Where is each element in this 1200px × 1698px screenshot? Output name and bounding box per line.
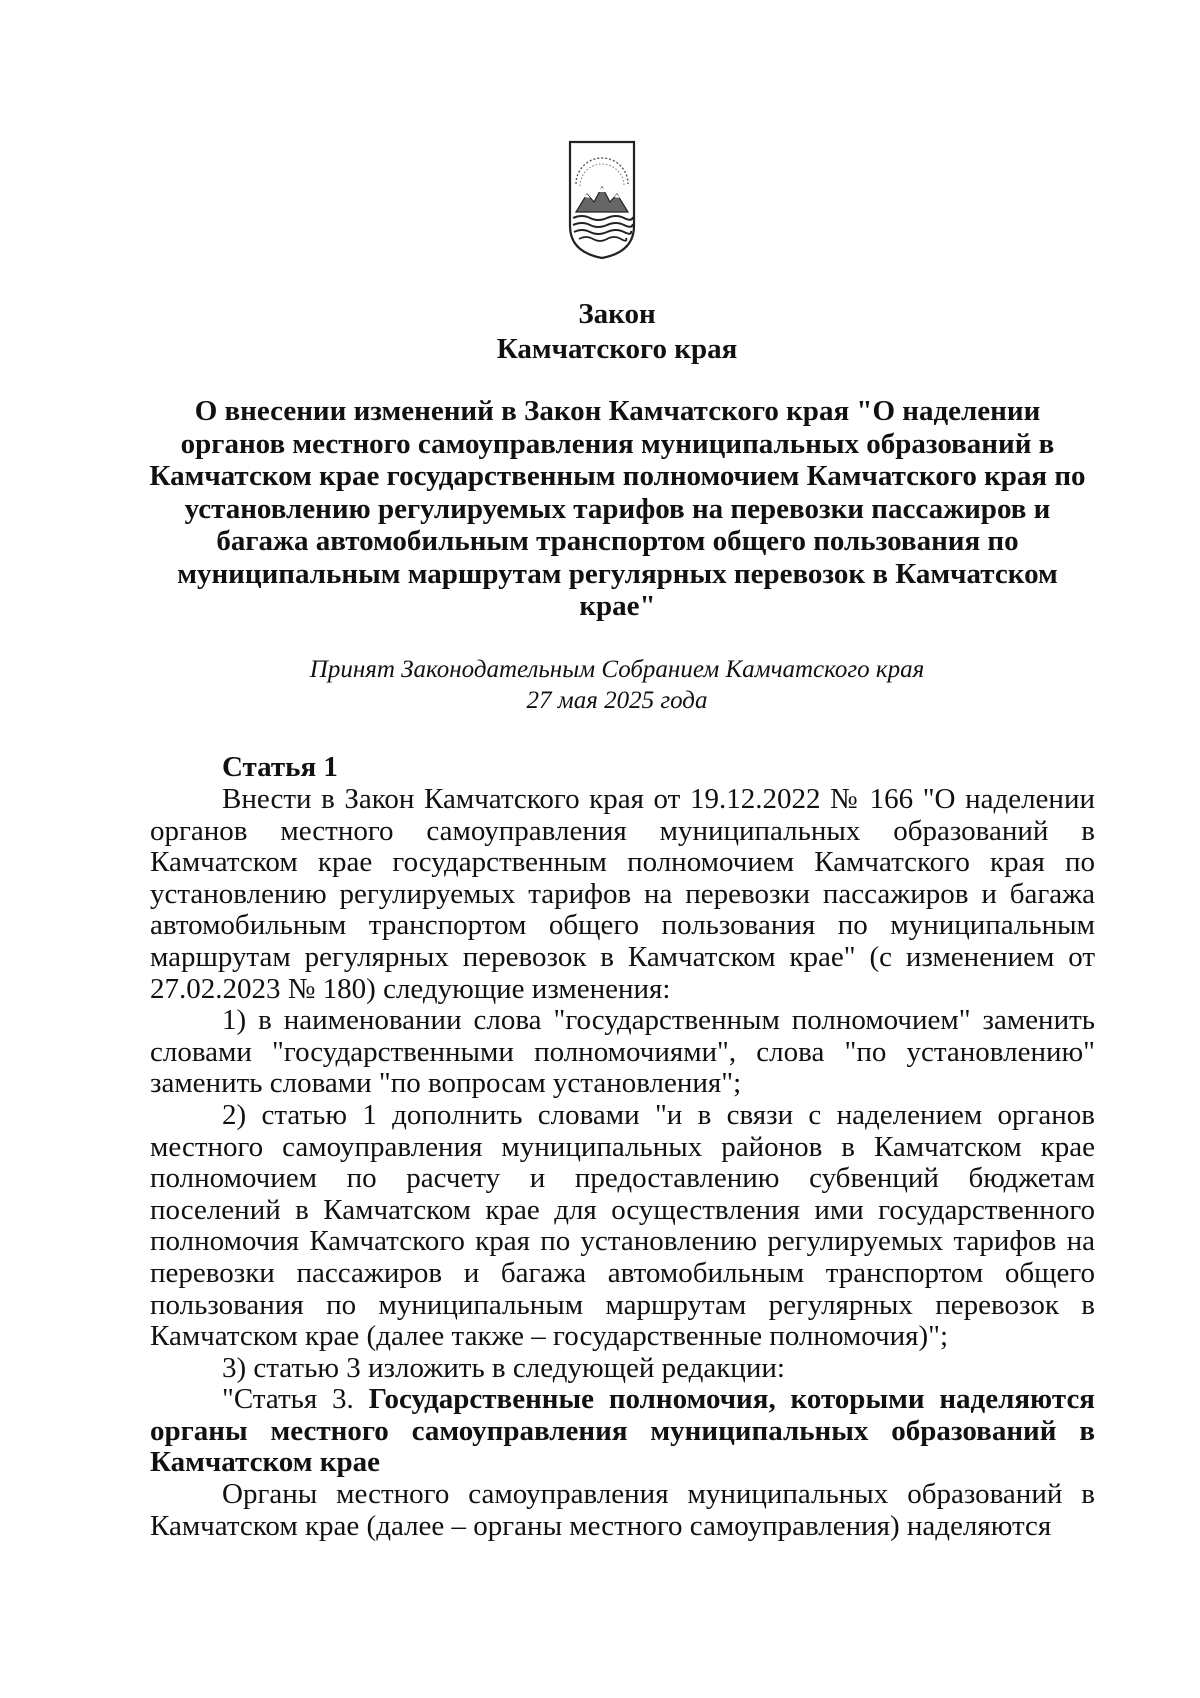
document-title	[0, 297, 1200, 367]
quoted-article-number: "Статья 3.	[222, 1383, 369, 1416]
article-heading: Статья 1	[222, 751, 338, 783]
amendment-item-1: 1) в наименовании слова "государственным полномочием" заменить словами "государственными полномочиями", слова "по установлению" заменить словами "по вопросам установления";	[150, 1004, 1095, 1100]
adoption-note	[0, 654, 1200, 716]
amendment-item-3: 3) статью 3 изложить в следующей редакции:	[222, 1351, 785, 1384]
coat-of-arms-graphic	[567, 140, 637, 260]
amendment-item-2: 2) статью 1 дополнить словами "и в связи с наделением органов местного самоуправления муниципальных районов в Камчатском крае полномочием по расчету и предоставлению субвенций бюджетам поселений в Камчатском крае для осуществления ими государственного полномочия Камчатского края по установлению регулируемых тарифов на перевозки пассажиров и багажа автомобильным транспортом общего пользования по муниципальным маршрутам регулярных перевозок в Камчатском крае (далее также – государственные полномочия)";	[150, 1098, 1095, 1353]
quoted-article-title: Государственные полномочия, которыми наделяются органы местного самоуправления муниципальных образований в Камчатском крае	[150, 1383, 1096, 1479]
coat-of-arms-icon	[567, 140, 637, 260]
adoption-date: 27 мая 2025 года	[526, 687, 708, 714]
title-line-region: Камчатского края	[496, 333, 738, 365]
title-line-law: Закон	[578, 298, 656, 330]
quoted-article-body: Органы местного самоуправления муниципальных образований в Камчатском крае (далее – органы местного самоуправления) наделяются	[150, 1478, 1095, 1542]
law-subject: О внесении изменений в Закон Камчатского края "О наделении органов местного самоуправления муниципальных образований в Камчатском крае государственным полномочием Камчатского края по установлению регулируемых тарифов на перевозки пассажиров и багажа автомобильным транспортом общего пользования по муниципальным маршрутам регулярных перевозок в Камчатском крае"	[149, 395, 1086, 622]
adoption-body: Принят Законодательным Собранием Камчатского края	[309, 656, 925, 683]
article-body	[150, 784, 1095, 1542]
article-intro: Внести в Закон Камчатского края от 19.12.2022 № 166 "О наделении органов местного самоуправления муниципальных образований в Камчатском крае государственным полномочием Камчатского края по установлению регулируемых тарифов на перевозки пассажиров и багажа автомобильным транспортом общего пользования по муниципальным маршрутам регулярных перевозок в Камчатском крае" (с изменением от 27.02.2023 № 180) следующие изменения:	[150, 783, 1095, 1005]
quoted-article-heading	[150, 1384, 1095, 1479]
